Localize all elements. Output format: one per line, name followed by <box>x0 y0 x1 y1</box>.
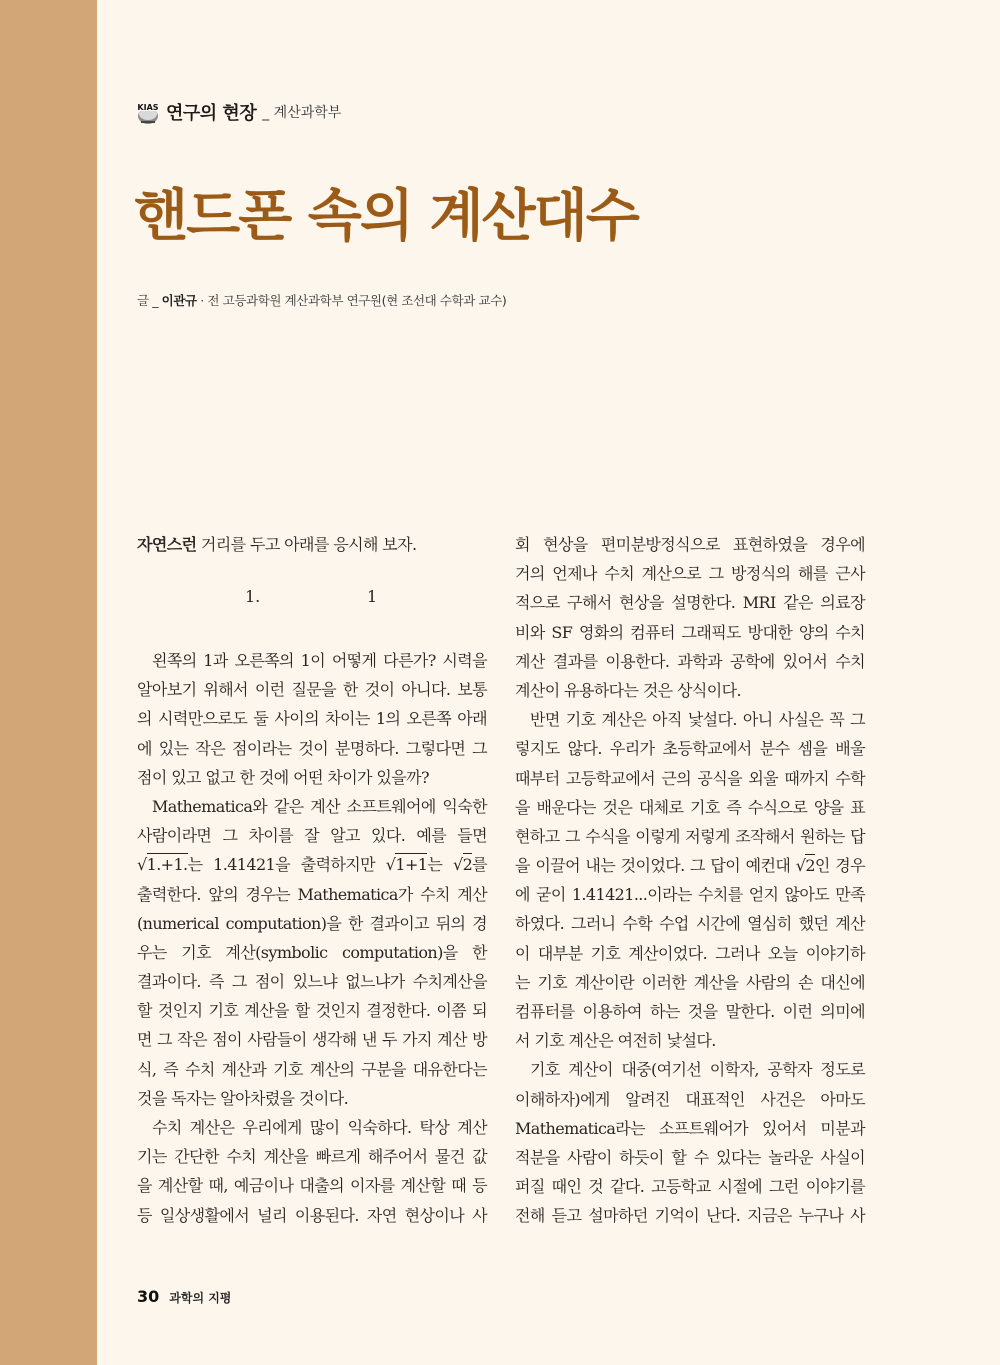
square-root-expression <box>137 853 188 874</box>
text-line: 우는 기호 계산(symbolic computation)을 한 <box>137 942 487 962</box>
text-line: 비와 SF 영화의 컴퓨터 그래픽도 방대한 양의 수치 <box>515 622 865 642</box>
text-line: 이 대부분 기호 계산이었다. 그러나 오늘 이야기하 <box>515 943 865 963</box>
text-line: 전해 듣고 설마하던 기억이 난다. 지금은 누구나 사 <box>515 1206 865 1226</box>
article-title: 핸드폰 속의 계산대수 <box>134 184 638 249</box>
page-edge-band <box>0 0 97 1365</box>
text-line: 을 이끌어 내는 것이었다. 그 답이 예컨대 √2인 경우 <box>515 856 865 876</box>
author-name: 이관규 <box>161 293 197 308</box>
author-affiliation: · 전 고등과학원 계산과학부 연구원(현 조선대 수학과 교수) <box>196 293 507 308</box>
text-line: √1.+1.는 1.41421을 출력하지만 √1+1는 √2를 <box>137 855 488 875</box>
text-line: 등 일상생활에서 널리 이용된다. 자연 현상이나 사 <box>137 1205 487 1225</box>
text-line: 에 있는 작은 점이라는 것이 분명하다. 그렇다면 그 <box>137 738 487 758</box>
text-line: 수치 계산은 우리에게 많이 익숙하다. 탁상 계산 <box>152 1118 487 1137</box>
subsection-name: _ 계산과학부 <box>262 105 342 121</box>
byline <box>137 291 506 309</box>
text-line: 할 것인지 기호 계산을 할 것인지 결정한다. 이쯤 되 <box>137 1001 487 1021</box>
text-line: 을 계산할 때, 예금이나 대출의 이자를 계산할 때 등 <box>137 1176 487 1196</box>
text-line: 때부터 고등학교에서 근의 공식을 외울 때까지 수학 <box>515 768 865 788</box>
lead-rest: 거리를 두고 아래를 응시해 보자. <box>196 535 417 554</box>
radicand: 1.+1. <box>146 855 188 875</box>
byline-prefix: 글 _ <box>137 293 162 308</box>
text-line: 에 굳이 1.41421...이라는 수치를 얻지 않아도 만족 <box>515 885 865 905</box>
text-line: 기는 간단한 수치 계산을 빠르게 해주어서 물건 값 <box>137 1147 487 1167</box>
text-line: 컴퓨터를 이용하여 하는 것을 말한다. 이런 의미에 <box>515 1002 865 1021</box>
radical-sign-icon: √ <box>385 855 396 875</box>
square-root-expression <box>386 853 428 874</box>
page-number: 30 <box>137 1287 160 1306</box>
text-line: 거의 언제나 수치 계산으로 그 방정식의 해를 근사 <box>515 564 865 584</box>
text-line: 서 기호 계산은 여전히 낯설다. <box>515 1031 716 1051</box>
text-line: 왼쪽의 1과 오른쪽의 1이 어떻게 다른가? 시력을 <box>152 651 487 670</box>
text-line: Mathematica와 같은 계산 소프트웨어에 익숙한 <box>152 796 487 816</box>
left-column-text <box>137 646 487 1230</box>
square-root-expression <box>453 853 472 874</box>
radicand: 1+1 <box>395 855 428 875</box>
text-line: 이해하자)에게 알려진 대표적인 사건은 아마도 <box>515 1089 865 1109</box>
text-line: 렇지도 않다. 우리가 초등학교에서 분수 셈을 배울 <box>515 739 865 759</box>
text-line: (numerical computation)을 한 결과이고 뒤의 경 <box>137 913 487 933</box>
number-one-with-dot: 1. <box>245 587 261 606</box>
section-header <box>136 98 341 126</box>
text-line: 는 기호 계산이란 이러한 계산을 사람의 손 대신에 <box>515 972 865 992</box>
text-line: 퍼질 때인 것 같다. 고등학교 시절에 그런 이야기를 <box>515 1177 865 1197</box>
text-line: 회 현상을 편미분방정식으로 표현하였을 경우에 <box>515 535 865 554</box>
text-line: 적분을 사람이 하듯이 할 수 있다는 놀라운 사실이 <box>515 1147 865 1167</box>
text-line: 점이 있고 없고 한 것에 어떤 차이가 있을까? <box>137 767 429 787</box>
section-name: 연구의 현장 <box>166 103 257 124</box>
kias-logo-icon <box>136 99 160 125</box>
text-line: 하였다. 그러니 수학 수업 시간에 열심히 했던 계산 <box>515 914 865 934</box>
text-line: 면 그 작은 점이 사람들이 생각해 낸 두 가지 계산 방 <box>137 1030 487 1050</box>
text-line: 출력한다. 앞의 경우는 Mathematica가 수치 계산 <box>137 884 487 904</box>
text-line: 의 시력만으로도 둘 사이의 차이는 1의 오른쪽 아래 <box>137 709 487 729</box>
text-line: 것을 독자는 알아차렸을 것이다. <box>137 1088 349 1108</box>
text-line: 계산이 유용하다는 것은 상식이다. <box>515 680 741 700</box>
text-line: 식, 즉 수치 계산과 기호 계산의 구분을 대유한다는 <box>137 1059 487 1079</box>
text-line: 반면 기호 계산은 아직 낯설다. 아니 사실은 꼭 그 <box>530 710 865 730</box>
square-root-expression <box>796 854 815 875</box>
text-line: 기호 계산이 대중(여기선 이학자, 공학자 정도로 <box>530 1060 865 1080</box>
page-footer <box>137 1287 231 1306</box>
radical-sign-icon: √ <box>795 856 806 876</box>
text-line: 사람이라면 그 차이를 잘 알고 있다. 예를 들면 <box>137 826 487 846</box>
text-line: 알아보기 위해서 이런 질문을 한 것이 아니다. 보통 <box>137 680 487 700</box>
text-line: 적으로 구해서 현상을 설명한다. MRI 같은 의료장 <box>515 593 865 613</box>
text-line: Mathematica라는 소프트웨어가 있어서 미분과 <box>515 1118 865 1138</box>
right-column-text <box>515 530 865 1231</box>
text-line: 현하고 그 수식을 이렇게 저렇게 조작해서 원하는 답 <box>515 826 865 846</box>
radicand: 2 <box>462 855 473 875</box>
text-line: 계산 결과를 이용한다. 과학과 공학에 있어서 수치 <box>515 651 865 671</box>
number-one: 1 <box>367 587 378 606</box>
text-line: 결과이다. 즉 그 점이 있느냐 없느냐가 수치계산을 <box>137 972 487 992</box>
magazine-name: 과학의 지평 <box>169 1291 232 1305</box>
lead-bold: 자연스런 <box>137 535 197 554</box>
svg-text:KIAS: KIAS <box>137 103 159 112</box>
radicand: 2 <box>805 856 815 876</box>
radical-sign-icon: √ <box>137 855 147 875</box>
text-line: 을 배운다는 것은 대체로 기호 즉 수식으로 양을 표 <box>515 797 865 817</box>
lead-sentence <box>137 530 487 559</box>
radical-sign-icon: √ <box>452 855 463 875</box>
